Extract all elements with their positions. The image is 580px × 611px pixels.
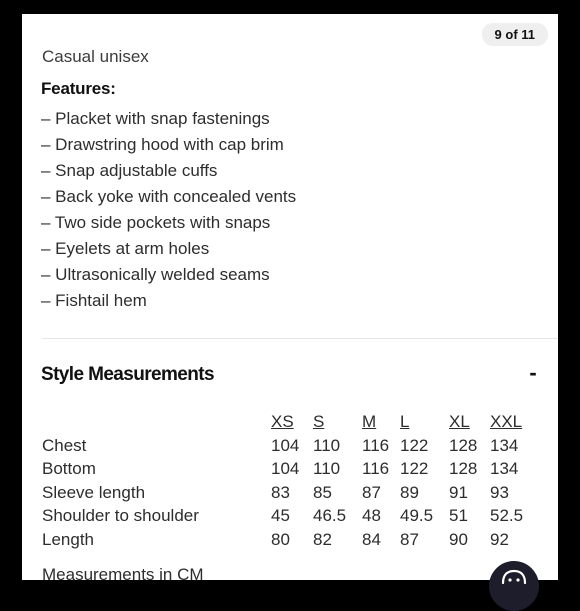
measurements-table xyxy=(42,412,558,553)
table-cell: 49.5 xyxy=(400,506,434,525)
features-heading: Features: xyxy=(41,79,116,98)
size-header-xxl: XXL xyxy=(490,412,523,431)
table-cell: 128 xyxy=(449,459,478,478)
table-cell: 104 xyxy=(271,459,300,478)
table-cell: 92 xyxy=(490,529,509,549)
features-list xyxy=(41,109,296,317)
table-cell: 48 xyxy=(362,506,381,525)
table-row xyxy=(42,530,558,554)
table-cell: 122 xyxy=(400,435,429,455)
product-subtitle: Casual unisex xyxy=(42,47,149,66)
feature-item: – Fishtail hem xyxy=(41,291,147,310)
row-label: Shoulder to shoulder xyxy=(42,506,199,525)
feature-item: – Back yoke with concealed vents xyxy=(41,187,297,206)
table-cell: 82 xyxy=(313,529,332,549)
table-cell: 87 xyxy=(362,482,381,502)
row-label: Sleeve length xyxy=(42,482,146,502)
feature-item: – Snap adjustable cuffs xyxy=(41,161,218,180)
table-cell: 134 xyxy=(490,459,519,478)
table-cell: 87 xyxy=(400,529,419,549)
table-cell: 116 xyxy=(362,435,390,455)
chat-button[interactable] xyxy=(489,561,539,611)
size-header-row xyxy=(42,412,558,436)
table-cell: 116 xyxy=(362,459,390,478)
size-header-m: M xyxy=(362,412,377,431)
table-cell: 110 xyxy=(313,435,341,455)
table-cell: 46.5 xyxy=(313,506,347,525)
table-cell: 83 xyxy=(271,482,290,502)
table-cell: 91 xyxy=(449,482,468,502)
row-label: Chest xyxy=(42,435,87,455)
section-divider xyxy=(42,338,558,339)
table-cell: 80 xyxy=(271,529,290,549)
row-label: Bottom xyxy=(42,459,96,478)
units-note: Measurements in CM xyxy=(42,565,204,580)
feature-item: – Placket with snap fastenings xyxy=(41,109,270,128)
size-header-s: S xyxy=(313,412,325,431)
table-cell: 104 xyxy=(271,435,300,455)
table-cell: 89 xyxy=(400,482,419,502)
chat-bubble-icon xyxy=(501,569,527,585)
image-counter-badge: 9 of 11 xyxy=(482,23,548,46)
table-cell: 51 xyxy=(449,506,468,525)
table-cell: 93 xyxy=(490,482,509,502)
feature-item: – Two side pockets with snaps xyxy=(41,213,271,232)
table-cell: 134 xyxy=(490,435,519,455)
table-cell: 84 xyxy=(362,529,381,549)
feature-item: – Ultrasonically welded seams xyxy=(41,265,270,284)
feature-item: – Eyelets at arm holes xyxy=(41,239,210,258)
row-label: Length xyxy=(42,529,94,549)
style-measurements-heading: Style Measurements xyxy=(41,364,214,385)
table-row xyxy=(42,459,558,483)
table-cell: 85 xyxy=(313,482,332,502)
table-cell: 122 xyxy=(400,459,429,478)
size-header-xl: XL xyxy=(449,412,470,431)
table-row xyxy=(42,506,558,530)
feature-item: – Drawstring hood with cap brim xyxy=(41,135,284,154)
listing-photo-panel xyxy=(22,14,558,580)
table-cell: 52.5 xyxy=(490,506,524,525)
table-row xyxy=(42,483,558,507)
size-header-xs: XS xyxy=(271,412,294,431)
size-header-l: L xyxy=(400,412,410,431)
table-cell: 128 xyxy=(449,435,478,455)
table-cell: 90 xyxy=(449,529,468,549)
table-row xyxy=(42,436,558,460)
table-cell: 110 xyxy=(313,459,341,478)
collapse-section-button[interactable]: - xyxy=(529,360,537,385)
table-cell: 45 xyxy=(271,506,290,525)
